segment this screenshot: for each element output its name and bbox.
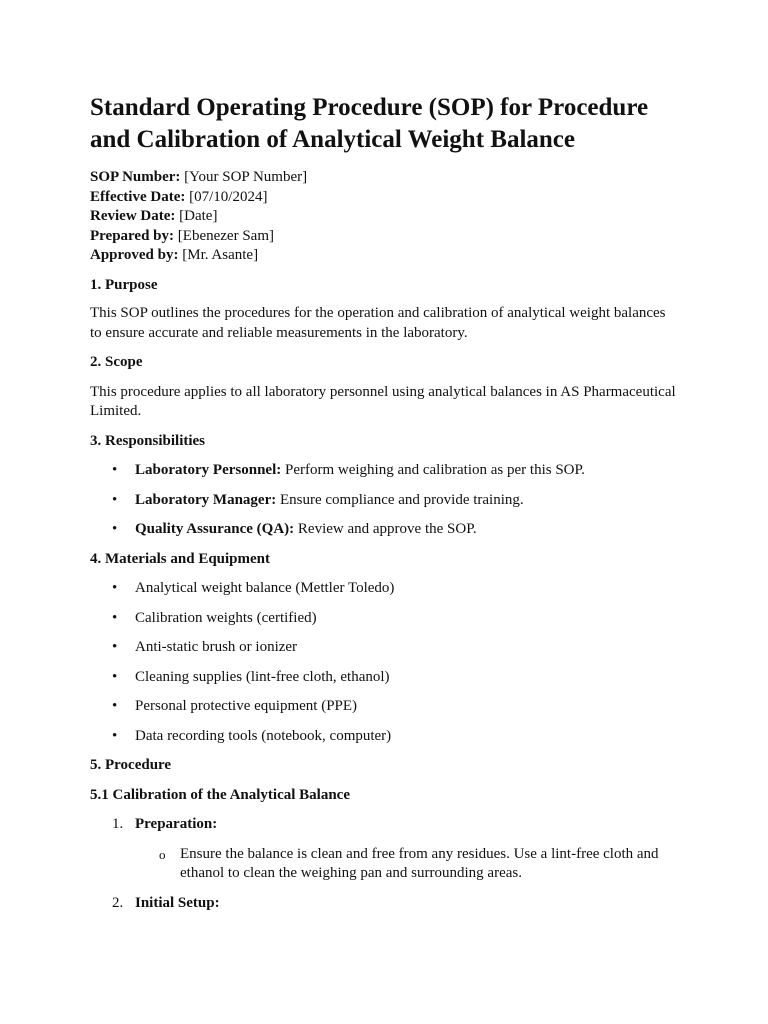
- meta-prepared-by: Prepared by: [Ebenezer Sam]: [90, 227, 274, 244]
- list-item: • Data recording tools (notebook, computer): [90, 727, 680, 747]
- step-initial-setup: 2. Initial Setup:: [90, 894, 680, 914]
- meta-sop-number: SOP Number: [Your SOP Number]: [90, 169, 308, 185]
- list-item: • Laboratory Manager: Ensure compliance and provide training.: [90, 491, 680, 511]
- scope-heading: 2. Scope: [90, 354, 143, 370]
- list-item: • Anti-static brush or ionizer: [90, 638, 680, 658]
- list-item: o Ensure the balance is clean and free from any residues. Use a lint-free cloth and ethanol to clean the weighing pan and surrounding areas.: [159, 845, 659, 881]
- list-item: • Laboratory Personnel: Perform weighing and calibration as per this SOP.: [90, 461, 680, 481]
- step-number: 1.: [112, 816, 124, 832]
- bullet-icon: •: [112, 491, 118, 508]
- responsibilities-heading: 3. Responsibilities: [90, 432, 206, 449]
- meta-review-date: Review Date: [Date]: [90, 208, 218, 224]
- preparation-subitems: [135, 845, 680, 884]
- list-item: • Cleaning supplies (lint-free cloth, ethanol): [90, 668, 680, 688]
- list-item: • Calibration weights (certified): [90, 609, 680, 629]
- bullet-icon: •: [112, 609, 118, 626]
- meta-effective-date: Effective Date: [07/10/2024]: [90, 188, 268, 205]
- bullet-icon: •: [112, 668, 118, 685]
- bullet-icon: •: [112, 462, 118, 478]
- calibration-steps: [90, 815, 680, 913]
- list-item: • Quality Assurance (QA): Review and approve the SOP.: [90, 520, 680, 540]
- procedure-heading: 5. Procedure: [90, 757, 172, 773]
- bullet-icon: •: [112, 521, 118, 537]
- list-item: • Analytical weight balance (Mettler Toledo): [90, 579, 680, 599]
- document-title: Standard Operating Procedure (SOP) for Procedure and Calibration of Analytical Weight Balance: [90, 94, 649, 153]
- calibration-heading: 5.1 Calibration of the Analytical Balance: [90, 786, 350, 803]
- bullet-icon: •: [112, 698, 118, 714]
- responsibilities-list: [90, 461, 680, 540]
- bullet-icon: •: [112, 580, 118, 596]
- bullet-icon: •: [112, 727, 118, 744]
- purpose-text: This SOP outlines the procedures for the operation and calibration of analytical weight balances to ensure accurate and reliable measurements in the laboratory.: [90, 305, 666, 341]
- document-page: [90, 92, 680, 913]
- list-item: • Personal protective equipment (PPE): [90, 697, 680, 717]
- step-number: 2.: [112, 894, 124, 911]
- purpose-heading: 1. Purpose: [90, 276, 158, 293]
- bullet-icon: •: [112, 639, 118, 655]
- materials-list: [90, 579, 680, 746]
- meta-approved-by: Approved by: [Mr. Asante]: [90, 247, 259, 263]
- hollow-bullet-icon: o: [159, 846, 166, 862]
- scope-text: This procedure applies to all laboratory personnel using analytical balances in AS Pharmaceutical Limited.: [90, 383, 676, 419]
- sop-metadata: [90, 168, 680, 266]
- step-preparation: 1. Preparation: o Ensure the balance is clean and free from any residues. Use a lint-free cloth and ethanol to clean the weighing pan and surrounding areas.: [90, 815, 680, 884]
- materials-heading: 4. Materials and Equipment: [90, 550, 271, 567]
